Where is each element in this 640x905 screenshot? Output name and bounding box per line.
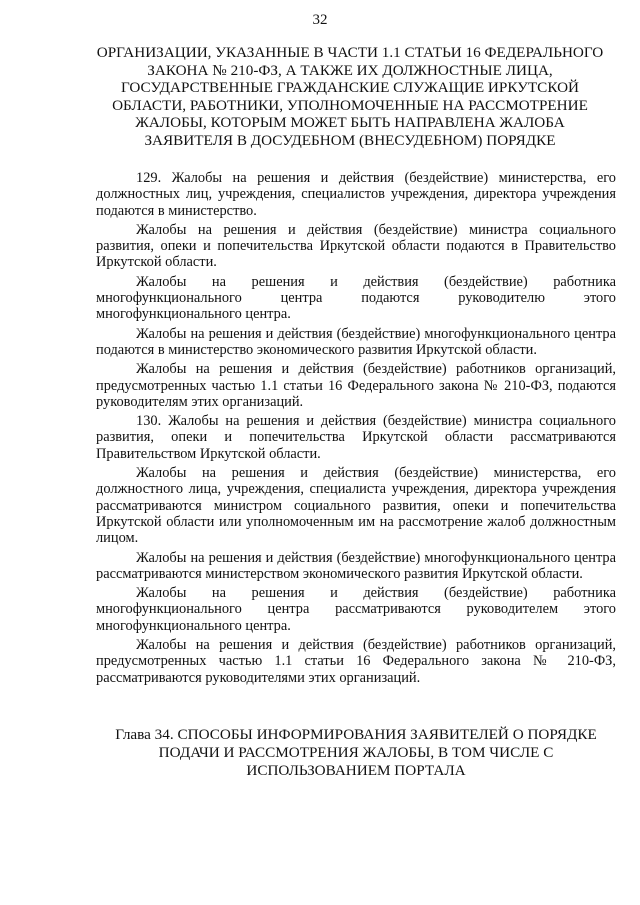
chapter-heading: Глава 34. СПОСОБЫ ИНФОРМИРОВАНИЯ ЗАЯВИТЕЛЕЙ О ПОРЯДКЕ ПОДАЧИ И РАССМОТРЕНИЯ ЖАЛОБЫ, В ТОМ ЧИСЛЕ С ИСПОЛЬЗОВАНИЕМ ПОРТАЛА [115, 726, 597, 779]
paragraph: Жалобы на решения и действия (бездействие) работников организаций, предусмотренных частью 1.1 статьи 16 Федерального закона № 210-ФЗ, рассматриваются руководителями этих организаций. [96, 637, 616, 686]
section-heading: ОРГАНИЗАЦИИ, УКАЗАННЫЕ В ЧАСТИ 1.1 СТАТЬИ 16 ФЕДЕРАЛЬНОГО ЗАКОНА № 210-ФЗ, А ТАКЖЕ ИХ ДОЛЖНОСТНЫЕ ЛИЦА, ГОСУДАРСТВЕННЫЕ ГРАЖДАНСКИЕ СЛУЖАЩИЕ ИРКУТСКОЙ ОБЛАСТИ, РАБОТНИКИ, УПОЛНОМОЧЕННЫЕ НА РАССМОТРЕНИЕ ЖАЛОБЫ, КОТОРЫМ МОЖЕТ БЫТЬ НАПРАВЛЕНА ЖАЛОБА ЗАЯВИТЕЛЯ В ДОСУДЕБНОМ (ВНЕСУДЕБНОМ) ПОРЯДКЕ [96, 44, 604, 149]
paragraph: Жалобы на решения и действия (бездействие) министра социального развития, опеки и попечительства Иркутской области подаются в Правительство Иркутской области. [96, 221, 616, 271]
page-number: 32 [312, 12, 328, 28]
paragraph: Жалобы на решения и действия (бездействие) многофункционального центра подаются в министерство экономического развития Иркутской области. [96, 325, 616, 358]
paragraph: Жалобы на решения и действия (бездействие) министерства, его должностного лица, учреждения, специалиста учреждения, директора учреждения рассматриваются министром социального развития, опеки и попечительства Иркутской области или уполномоченным им на рассмотрение жалоб должностным лицом. [96, 465, 616, 547]
paragraph: Жалобы на решения и действия (бездействие) работника многофункционального центра подаются руководителю этого многофункционального центра. [96, 273, 616, 323]
paragraph: Жалобы на решения и действия (бездействие) многофункционального центра рассматриваются министерством экономического развития Иркутской области. [96, 549, 616, 582]
paragraph: 130. Жалобы на решения и действия (бездействие) министра социального развития, опеки и попечительства Иркутской области рассматриваются Правительством Иркутской области. [96, 413, 616, 462]
paragraph: 129. Жалобы на решения и действия (бездействие) министерства, его должностных лиц, учреждения, специалистов учреждения, директора учреждения подаются в министерство. [96, 170, 616, 219]
paragraph: Жалобы на решения и действия (бездействие) работника многофункционального центра рассматриваются руководителем этого многофункционального центра. [96, 585, 616, 634]
document-body [96, 170, 616, 689]
paragraph: Жалобы на решения и действия (бездействие) работников организаций, предусмотренных частью 1.1 статьи 16 Федерального закона № 210-ФЗ, подаются руководителям этих организаций. [96, 361, 616, 410]
